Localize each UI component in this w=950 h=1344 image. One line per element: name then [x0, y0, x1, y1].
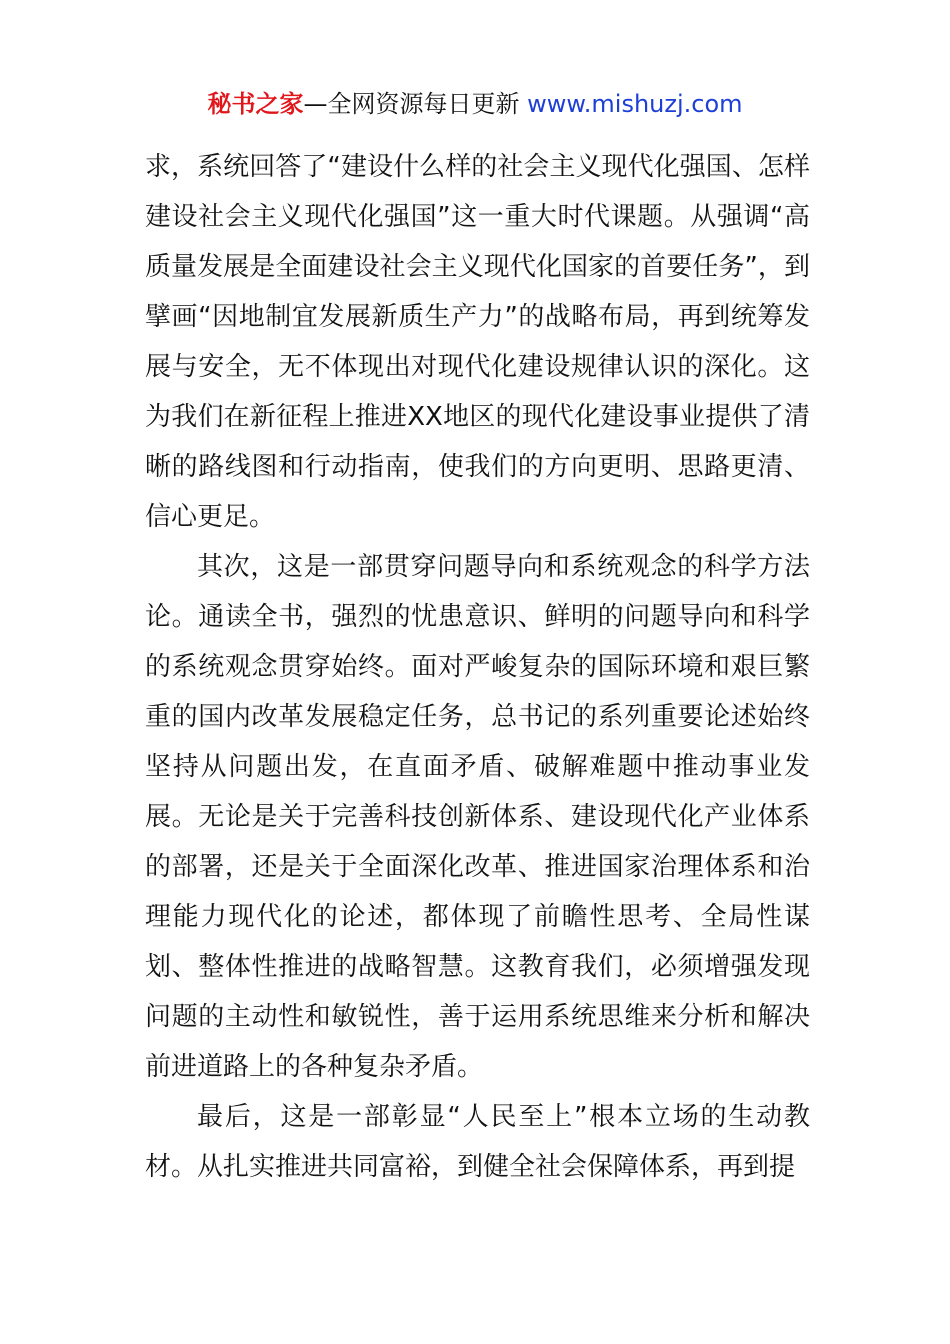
paragraph-final-point: 最后，这是一部彰显“人民至上”根本立场的生动教材。从扎实推进共同富裕，到健全社会保障体系，再到提 [145, 1102, 810, 1182]
header-brand: 秘书之家 [207, 90, 304, 118]
page-header [0, 86, 950, 122]
document-body [145, 142, 810, 1192]
header-site-url[interactable]: www.mishuzj.com [527, 90, 743, 118]
paragraph-second-point: 其次，这是一部贯穿问题导向和系统观念的科学方法论。通读全书，强烈的忧患意识、鲜明的问题导向和科学的系统观念贯穿始终。面对严峻复杂的国际环境和艰巨繁重的国内改革发展稳定任务，总书记的系列重要论述始终坚持从问题出发，在直面矛盾、破解难题中推动事业发展。无论是关于完善科技创新体系、建设现代化产业体系的部署，还是关于全面深化改革、推进国家治理体系和治理能力现代化的论述，都体现了前瞻性思考、全局性谋划、整体性推进的战略智慧。这教育我们，必须增强发现问题的主动性和敏锐性，善于运用系统思维来分析和解决前进道路上的各种复杂矛盾。 [145, 552, 810, 1082]
paragraph-continuation: 求，系统回答了“建设什么样的社会主义现代化强国、怎样建设社会主义现代化强国”这一重大时代课题。从强调“高质量发展是全面建设社会主义现代化国家的首要任务”，到擘画“因地制宜发展新质生产力”的战略布局，再到统筹发展与安全，无不体现出对现代化建设规律认识的深化。这为我们在新征程上推进XX地区的现代化建设事业提供了清晰的路线图和行动指南，使我们的方向更明、思路更清、信心更足。 [145, 152, 810, 532]
header-tagline: —全网资源每日更新 [303, 90, 528, 118]
